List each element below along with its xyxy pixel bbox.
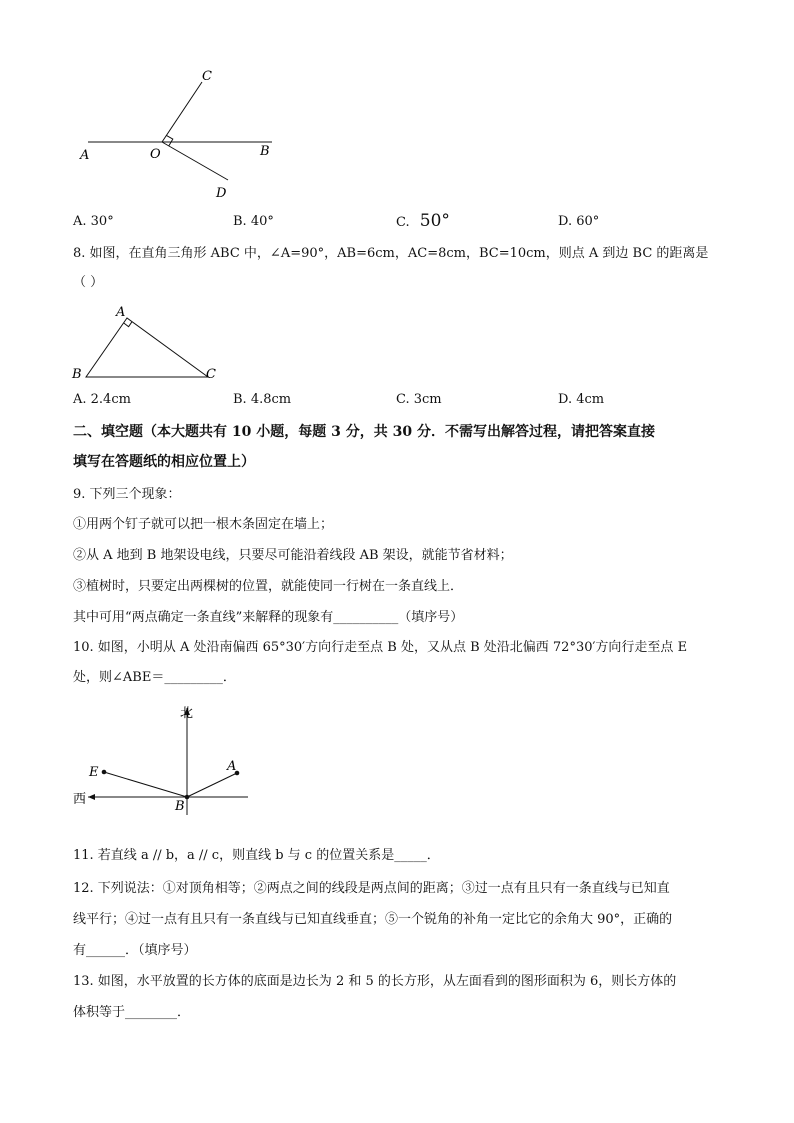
q8-stem-line1: 8. 如图，在直角三角形 ABC 中，∠A=90°，AB=6cm，AC=8cm，BC=10cm，则点 A 到边 BC 的距离是 — [73, 246, 709, 261]
q7-option-a: A. 30° — [73, 214, 114, 229]
q12-line2: 线平行；④过一点有且只有一条直线与已知直线垂直；⑤一个锐角的补角一定比它的余角大 90°，正确的 — [73, 912, 673, 927]
q8-option-b: B. 4.8cm — [233, 392, 292, 407]
label-b: B — [175, 799, 185, 814]
ray-oc — [162, 82, 202, 142]
q8-option-a: A. 2.4cm — [73, 392, 131, 407]
q11-text: 11. 若直线 a // b，a // c，则直线 b 与 c 的位置关系是_____． — [73, 848, 440, 863]
triangle-abc — [86, 318, 208, 377]
label-c: C — [202, 69, 212, 84]
label-b: B — [260, 144, 270, 159]
q9-item-1: ①用两个钉子就可以把一根木条固定在墙上； — [73, 517, 334, 532]
label-d: D — [216, 186, 227, 201]
q9-item-2: ②从 A 地到 B 地架设电线，只要尽可能沿着线段 AB 架设，就能节省材料； — [73, 548, 513, 563]
q8-option-d: D. 4cm — [558, 392, 605, 407]
q10-figure — [60, 695, 260, 825]
q7-option-c-value: 50° — [419, 211, 450, 231]
label-a: A — [80, 148, 90, 163]
label-a: A — [227, 759, 237, 774]
label-o: O — [150, 147, 161, 162]
q10-line1: 10. 如图，小明从 A 处沿南偏西 65°30′方向行走至点 B 处，又从点 B 处沿北偏西 72°30′方向行走至点 E — [73, 640, 688, 655]
section2-heading-line2: 填写在答题纸的相应位置上） — [73, 454, 255, 470]
q7-option-b: B. 40° — [233, 214, 274, 229]
point-e — [102, 770, 107, 775]
q8-stem-line2: （ ） — [73, 275, 104, 290]
q12-line3: 有______．（填序号） — [73, 943, 197, 958]
segment-ba — [187, 773, 237, 797]
label-a: A — [116, 305, 126, 320]
right-angle-mark — [166, 135, 172, 145]
q13-line2: 体积等于________． — [73, 1005, 191, 1020]
q7-option-d: D. 60° — [558, 214, 600, 229]
q9-title: 9. 下列三个现象： — [73, 487, 181, 502]
q10-line2: 处，则∠ABE＝_________． — [73, 670, 236, 685]
label-e: E — [89, 765, 99, 780]
q8-figure — [66, 300, 236, 385]
q7-option-c-letter: C. — [396, 215, 410, 230]
q9-item-3: ③植树时，只要定出两棵树的位置，就能使同一行树在一条直线上． — [73, 579, 464, 594]
q13-line1: 13. 如图，水平放置的长方体的底面是边长为 2 和 5 的长方形，从左面看到的图形面积为 6，则长方体的 — [73, 974, 677, 989]
ray-od — [162, 142, 228, 180]
q7-option-c — [396, 211, 450, 231]
q9-question: 其中可用“两点确定一条直线”来解释的现象有__________（填序号） — [73, 610, 464, 625]
q7-figure — [70, 60, 290, 210]
point-b — [185, 795, 190, 800]
q8-option-c: C. 3cm — [396, 392, 442, 407]
q12-line1: 12. 下列说法：①对顶角相等；②两点之间的线段是两点间的距离；③过一点有且只有一条直线与已知直 — [73, 881, 670, 896]
section2-heading-line1: 二、填空题（本大题共有 10 小题，每题 3 分，共 30 分．不需写出解答过程，请把答案直接 — [73, 424, 655, 440]
right-angle-mark-a — [124, 322, 132, 327]
label-west: 西 — [73, 792, 87, 807]
segment-be — [104, 772, 187, 797]
label-b: B — [72, 367, 82, 382]
label-c: C — [206, 367, 216, 382]
label-north: 北 — [180, 706, 194, 721]
